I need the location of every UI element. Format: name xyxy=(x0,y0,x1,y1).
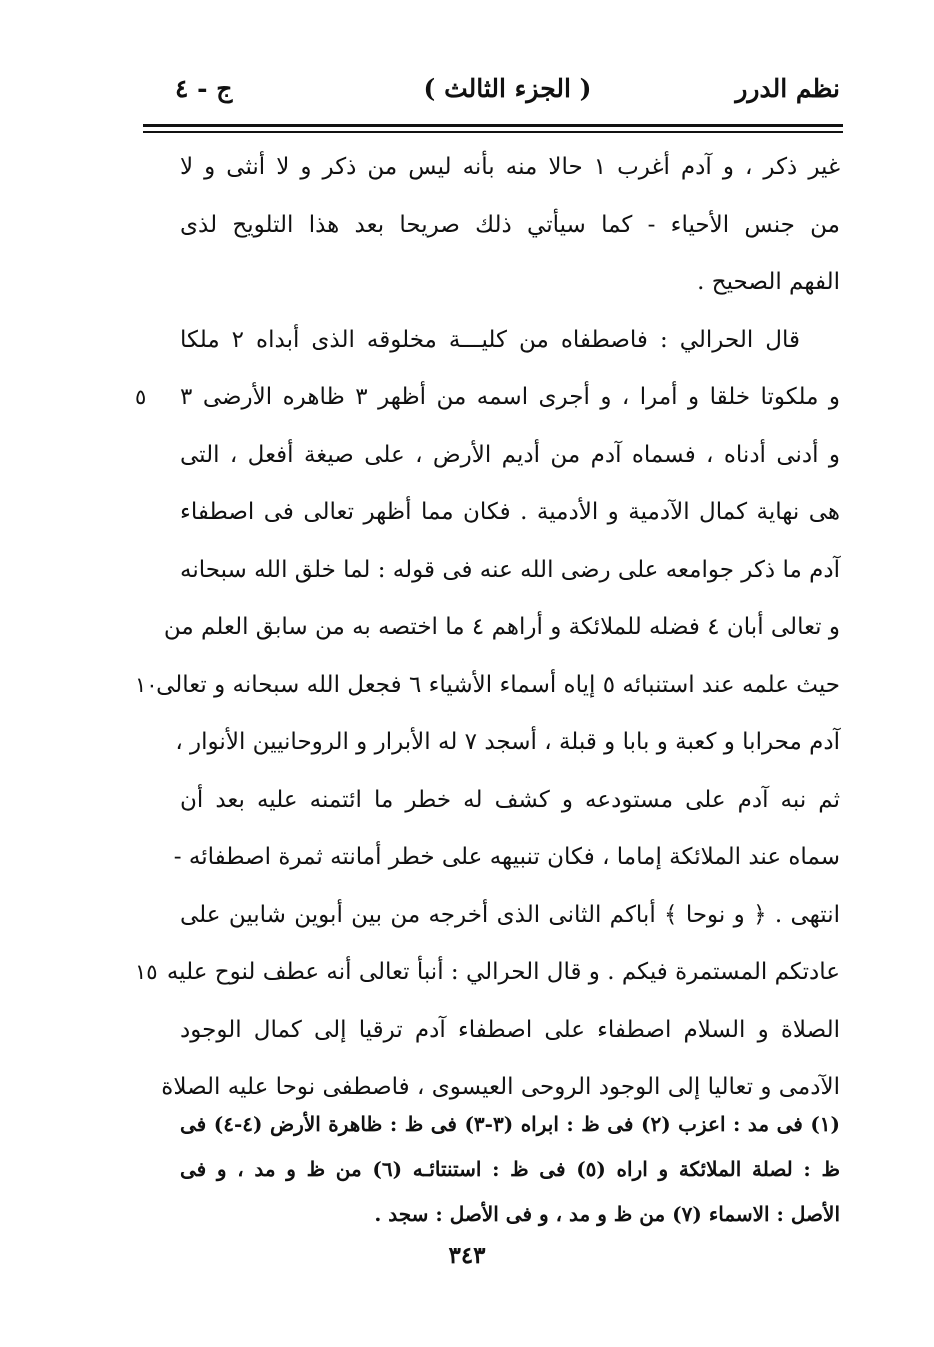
footnote-line xyxy=(180,1147,840,1192)
line-number-marker: ١٥ xyxy=(135,960,158,984)
running-header xyxy=(175,74,840,118)
text-line xyxy=(173,829,840,887)
text-line-content: غير ذكر ، و آدم أغرب ١ حالا منه بأنه ليس من ذكر و لا أنثى و لا xyxy=(180,154,840,180)
footnotes xyxy=(180,1102,840,1237)
header-rule-thick xyxy=(143,124,843,127)
text-line xyxy=(180,197,840,255)
footnote-line xyxy=(180,1102,840,1147)
footnote-text: ظ : لصلة الملائكة و اراه (٥) فى ظ : استنتائـه (٦) من ظ و مد ، و فى xyxy=(180,1157,840,1181)
text-line xyxy=(180,772,840,830)
text-line-content: عادتكم المستمرة فيكم . و قال الحرالي : أنبأ تعالى أنه عطف لنوح عليه xyxy=(166,959,840,985)
volume-reference: ج - ٤ xyxy=(175,74,233,103)
text-line xyxy=(135,657,840,715)
text-line-content: سماه عند الملائكة إماما ، فكان تنبيهه على خطر أمانته ثمرة اصطفائه - xyxy=(173,844,840,870)
text-line xyxy=(135,944,840,1002)
text-line xyxy=(163,599,840,657)
part-label: ( الجزء الثالث ) xyxy=(423,74,592,103)
text-line-content: و ملكوتا خلقا و أمرا ، و أجرى اسمه من أظهر ٣ ظاهره الأرضى ٣ xyxy=(180,384,841,410)
text-line xyxy=(180,542,840,600)
text-line-content: الآدمى و تعاليا إلى الوجود الروحى العيسوى ، فاصطفى نوحا عليه الصلاة xyxy=(161,1074,840,1100)
text-line-content: حيث علمه عند استنبائه ٥ إياه أسماء الأشياء ٦ فجعل الله سبحانه و تعالى xyxy=(156,671,840,698)
main-text xyxy=(135,139,841,1117)
text-line xyxy=(180,139,840,197)
text-line-content: الصلاة و السلام اصطفاء على اصطفاء آدم ترقيا إلى كمال الوجود xyxy=(180,1016,840,1043)
book-title: نظم الدرر xyxy=(735,74,840,103)
text-line xyxy=(180,312,840,370)
footnote-text: (١) فى مد : اعزب (٢) فى ظ : ابراه (٣-٣) فى ظ : ظاهرة الأرض (٤-٤) فى xyxy=(180,1112,841,1136)
header-rule-thin xyxy=(143,131,843,133)
text-line xyxy=(180,427,840,485)
text-line-content: و أدنى أدناه ، فسماه آدم من أديم الأرض ، على صيغة أفعل ، التى xyxy=(180,441,840,468)
text-line-content: هى نهاية كمال الآدمية و الأدمية . فكان مما أظهر تعالى فى اصطفاء xyxy=(180,499,840,525)
line-number-marker: ١٠ xyxy=(135,672,158,697)
text-line-content: انتهى . ﴿ و نوحا ﴾ أباكم الثانى الذى أخرجه من بين أبوين شابين على xyxy=(180,901,840,928)
line-number-marker: ٥ xyxy=(135,385,147,409)
text-line-content: آدم محرابا و كعبة و بابا و قبلة ، أسجد ٧ له الأبرار و الروحانيين الأنوار ، xyxy=(175,729,840,755)
text-line-content: قال الحرالي : فاصطفاه من كليـــة مخلوقه الذى أبداه ٢ ملكا xyxy=(180,326,800,353)
text-line xyxy=(135,369,841,427)
text-line-content: ثم نبه آدم على مستودعه و كشف له خطر ما ائتمنه عليه بعد أن xyxy=(180,786,840,813)
text-line-content: و تعالى أبان ٤ فضله للملائكة و أراهم ٤ ما اختصه به من سابق العلم من xyxy=(163,614,840,640)
footnote-line xyxy=(180,1192,840,1237)
text-line xyxy=(180,484,840,542)
text-line xyxy=(180,1002,840,1060)
footnote-text: الأصل : الاسماء (٧) من ظ و مد ، و فى الأصل : سجد . xyxy=(374,1202,840,1226)
page-number: ٣٤٣ xyxy=(448,1242,486,1269)
text-line-content: من جنس الأحياء - كما سيأتي ذلك صريحا بعد هذا التلويح لذى xyxy=(180,211,840,238)
text-line xyxy=(180,887,840,945)
text-line xyxy=(175,714,840,772)
text-line-content: آدم ما ذكر جوامعه على رضى الله عنه فى قوله : لما خلق الله سبحانه xyxy=(180,556,840,583)
text-line-content: الفهم الصحيح . xyxy=(697,269,840,295)
text-line xyxy=(180,254,840,312)
